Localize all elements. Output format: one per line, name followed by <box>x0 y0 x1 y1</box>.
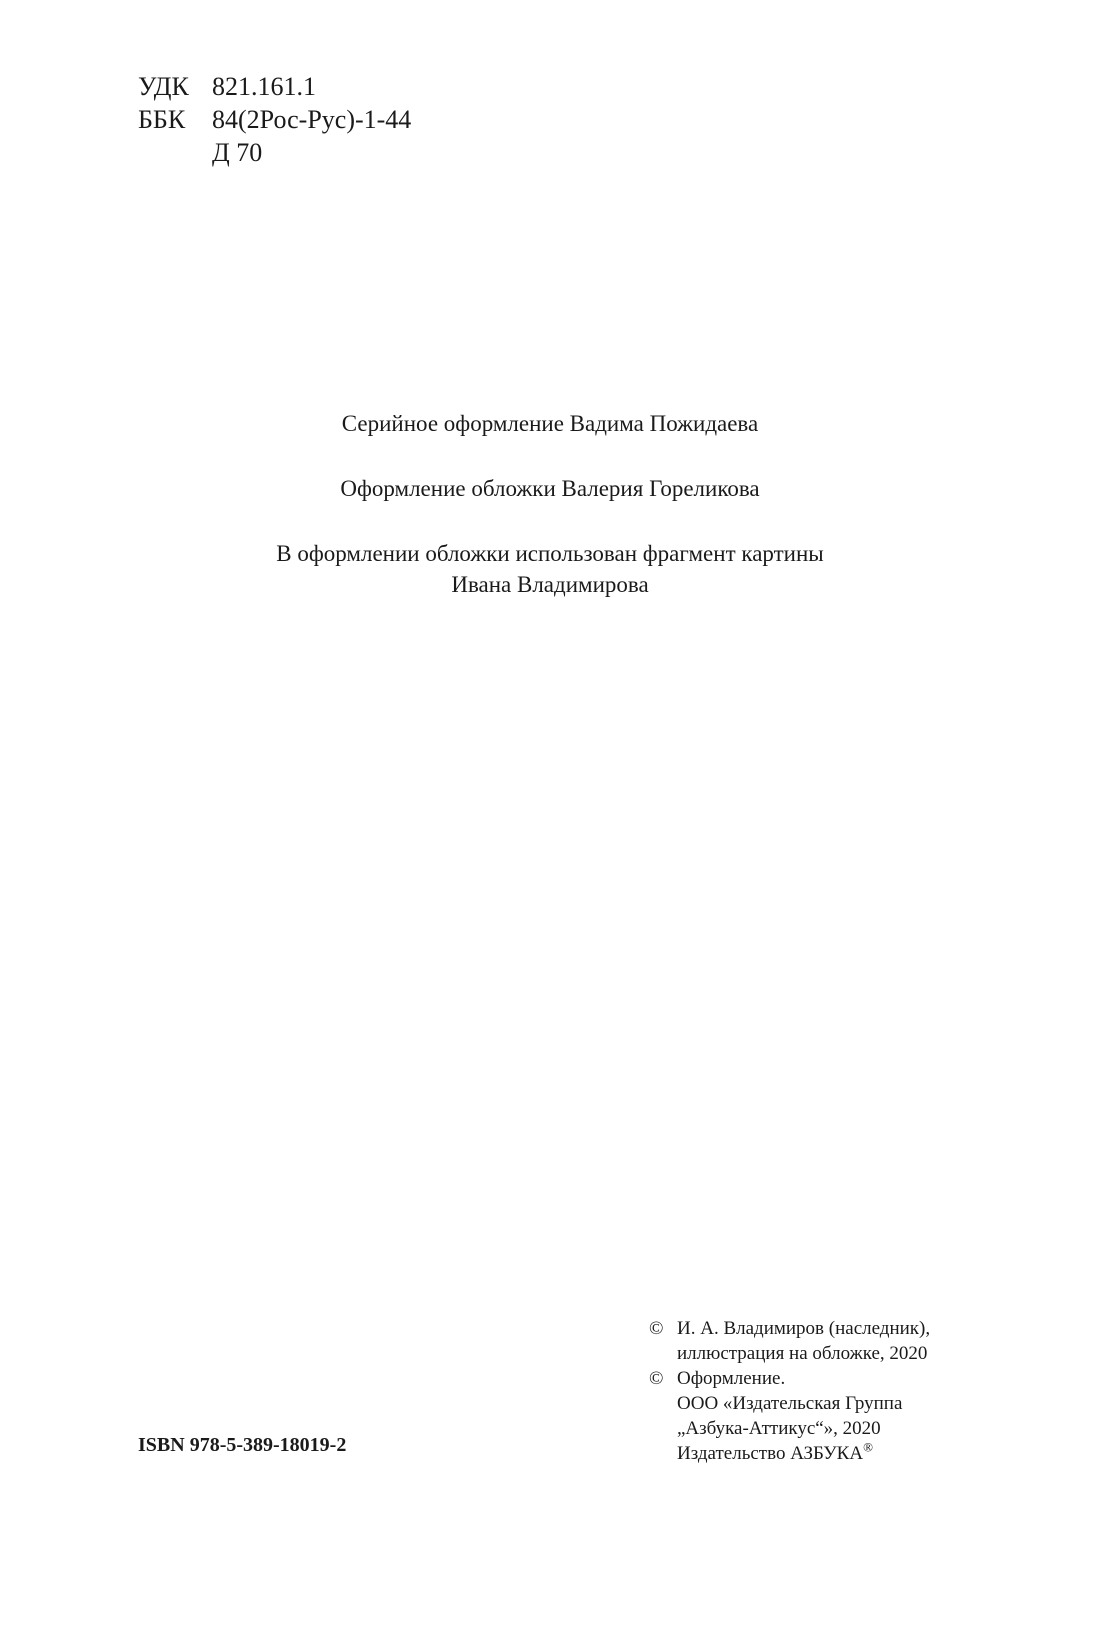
author-mark-row <box>138 136 411 169</box>
series-design-credit: Серийное оформление Вадима Пожидаева <box>341 411 759 436</box>
registered-mark-icon: ® <box>863 1439 873 1455</box>
copyright-entry-design <box>649 1366 930 1466</box>
isbn: ISBN 978-5-389-18019-2 <box>138 1434 347 1456</box>
cover-design-credit: Оформление обложки Валерия Гореликова <box>340 476 760 501</box>
udk-value: 821.161.1 <box>212 72 316 101</box>
copyright-icon: © <box>649 1318 664 1339</box>
cover-art-credit <box>0 538 1100 600</box>
bbk-label: ББК <box>138 105 186 134</box>
udk-label: УДК <box>138 72 189 101</box>
copyright-block <box>649 1316 930 1466</box>
copyright-entry-illustration <box>649 1316 930 1366</box>
bbk-value: 84(2Рос-Рус)-1-44 <box>212 105 412 134</box>
copyright-line: И. А. Владимиров (наследник), <box>677 1318 931 1339</box>
copyright-line: иллюстрация на обложке, 2020 <box>677 1343 928 1364</box>
classification-codes <box>138 70 411 169</box>
cover-art-credit-line2: Ивана Владимирова <box>451 572 649 597</box>
copyright-entry-text <box>677 1316 930 1366</box>
copyright-line: ООО «Издательская Группа <box>677 1393 903 1414</box>
udk-row <box>138 70 411 103</box>
design-credits <box>0 408 1100 600</box>
copyright-line: Оформление. <box>677 1368 786 1389</box>
copyright-line: „Азбука-Аттикус“», 2020 <box>677 1418 881 1439</box>
publisher-line <box>677 1441 902 1466</box>
bbk-row <box>138 103 411 136</box>
cover-art-credit-line1: В оформлении обложки использован фрагмент картины <box>276 541 824 566</box>
author-mark: Д 70 <box>212 138 263 167</box>
copyright-icon: © <box>649 1368 664 1389</box>
copyright-entry-text <box>677 1366 902 1466</box>
publisher-name: Издательство АЗБУКА <box>677 1443 864 1464</box>
